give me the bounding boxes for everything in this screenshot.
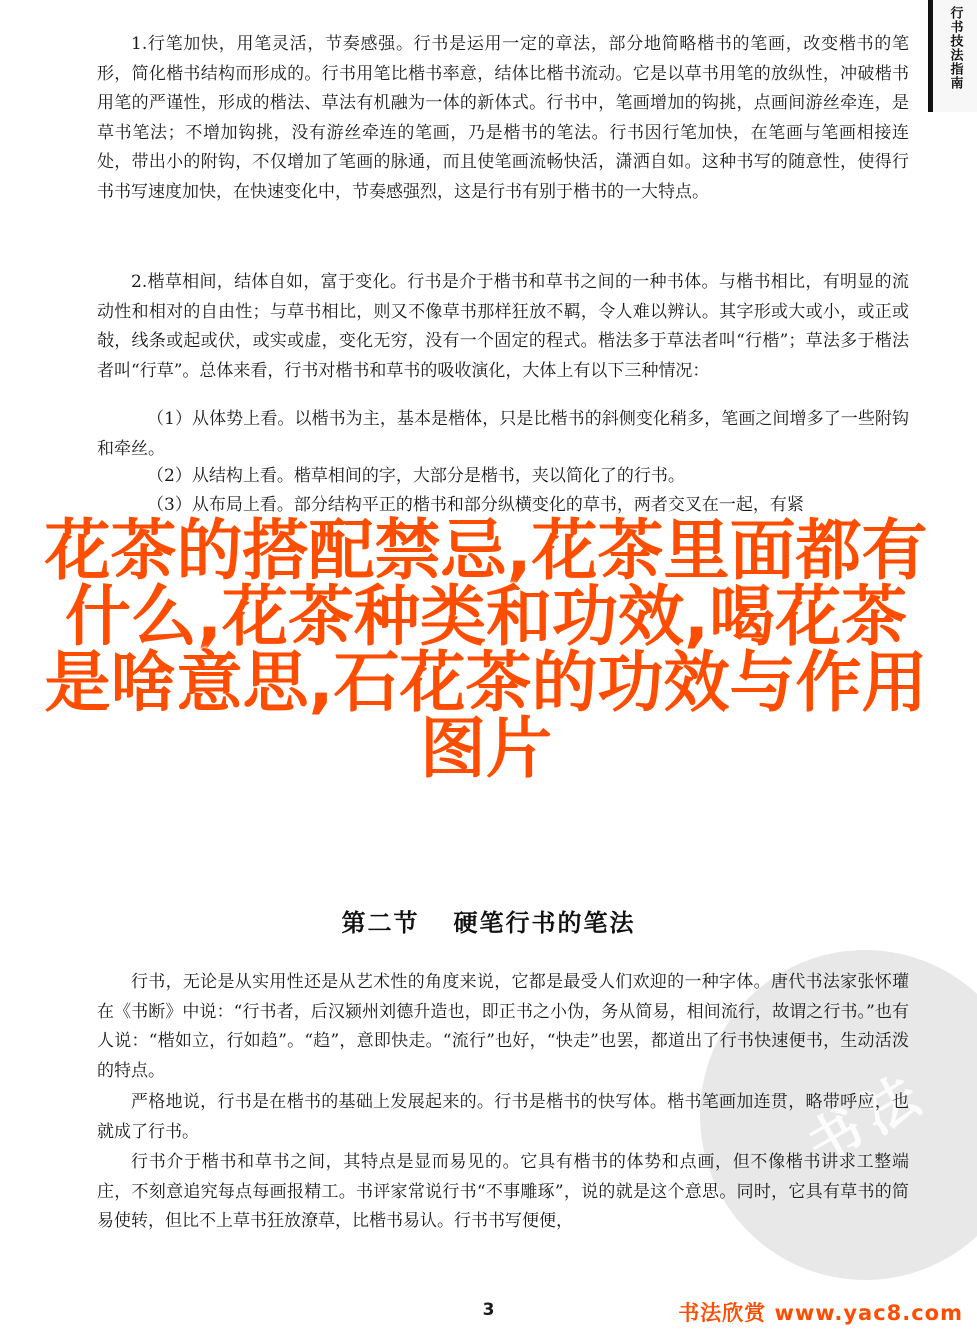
overlay-headline: 花茶的搭配禁忌,花茶里面都有什么,花茶种类和功效,喝花茶是啥意思,石花茶的功效与作用图片 xyxy=(44,512,928,787)
edge-tab xyxy=(928,0,977,112)
paragraph-2: 2.楷草相间，结体自如，富于变化。行书是介于楷书和草书之间的一种书体。与楷书相比，有明显的流动性和相对的自由性；与草书相比，则又不像草书那样狂放不羁，令人难以辨认。其字形或大或小，或正或敧，线条或起或伏，或实或虚，变化无穷，没有一个固定的程式。楷法多于草法者叫“行楷”；草法多于楷法者叫“行草”。总体来看，行书对楷书和草书的吸收演化，大体上有以下三种情况： xyxy=(97,272,909,381)
paragraph-1: 1.行笔加快，用笔灵活，节奏感强。行书是运用一定的章法，部分地简略楷书的笔画，改变楷书的笔形，简化楷书结构而形成的。行书用笔比楷书率意，结体比楷书流动。它是以草书用笔的放纵性，冲破楷书用笔的严谨性，形成的楷法、草法有机融为一体的新体式。行书中，笔画增加的钩挑，点画间游丝牵连，是草书笔法；不增加钩挑，没有游丝牵连的笔画，乃是楷书的笔法。行书因行笔加快，在笔画与笔画相接连处，带出小的附钩，不仅增加了笔画的脉通，而且使笔画流畅快活，潇洒自如。这种书写的随意性，使得行书书写速度加快，在快速变化中，节奏感强烈，这是行书有别于楷书的一大特点。 xyxy=(97,34,909,202)
paragraph-6: 行书，无论是从实用性还是从艺术性的角度来说，它都是最受人们欢迎的一种字体。唐代书法家张怀瓘在《书断》中说：“行书者，后汉颍州刘德升造也，即正书之小伪，务从简易，相间流行，故谓之行书。”也有人说：“楷如立，行如趋”。“趋”，意即快走。“流行”也好，“快走”也罢，都道出了行书快速便书，生动活泼的特点。 xyxy=(97,972,909,1081)
section-name: 硬笔行书的笔法 xyxy=(453,909,636,937)
page-number: 3 xyxy=(482,1300,495,1320)
paragraph-7: 严格地说，行书是在楷书的基础上发展起来的。行书是楷书的快写体。楷书笔画加连贯，略带呼应，也就成了行书。 xyxy=(97,1092,909,1142)
site-watermark: 书法欣赏 www.yac8.com xyxy=(678,1301,963,1325)
section-number: 第二节 xyxy=(341,909,420,937)
watermark-stamp-text: 书法 xyxy=(795,1059,939,1178)
paragraph-5: （3）从布局上看。部分结构平正的楷书和部分纵横变化的草书，两者交叉在一起，有紧 xyxy=(147,495,804,515)
section-title xyxy=(0,903,977,938)
paragraph-8: 行书介于楷书和草书之间，其特点是显而易见的。它具有楷书的体势和点画，但不像楷书讲求工整端庄，不刻意追究每点每画报精工。书评家常说行书“不事雕琢”，说的就是这个意思。同时，它具有草书的简易使转，但比不上草书狂放潦草，比楷书易认。行书书写便便， xyxy=(97,1152,909,1232)
paragraph-4: （2）从结构上看。楷草相间的字，大部分是楷书，夹以简化了的行书。 xyxy=(147,466,685,486)
edge-tab-label: 行书技法指南 xyxy=(947,6,963,90)
paragraph-3: （1）从体势上看。以楷书为主，基本是楷体，只是比楷书的斜侧变化稍多，笔画之间增多了一些附钩和牵丝。 xyxy=(97,409,909,459)
